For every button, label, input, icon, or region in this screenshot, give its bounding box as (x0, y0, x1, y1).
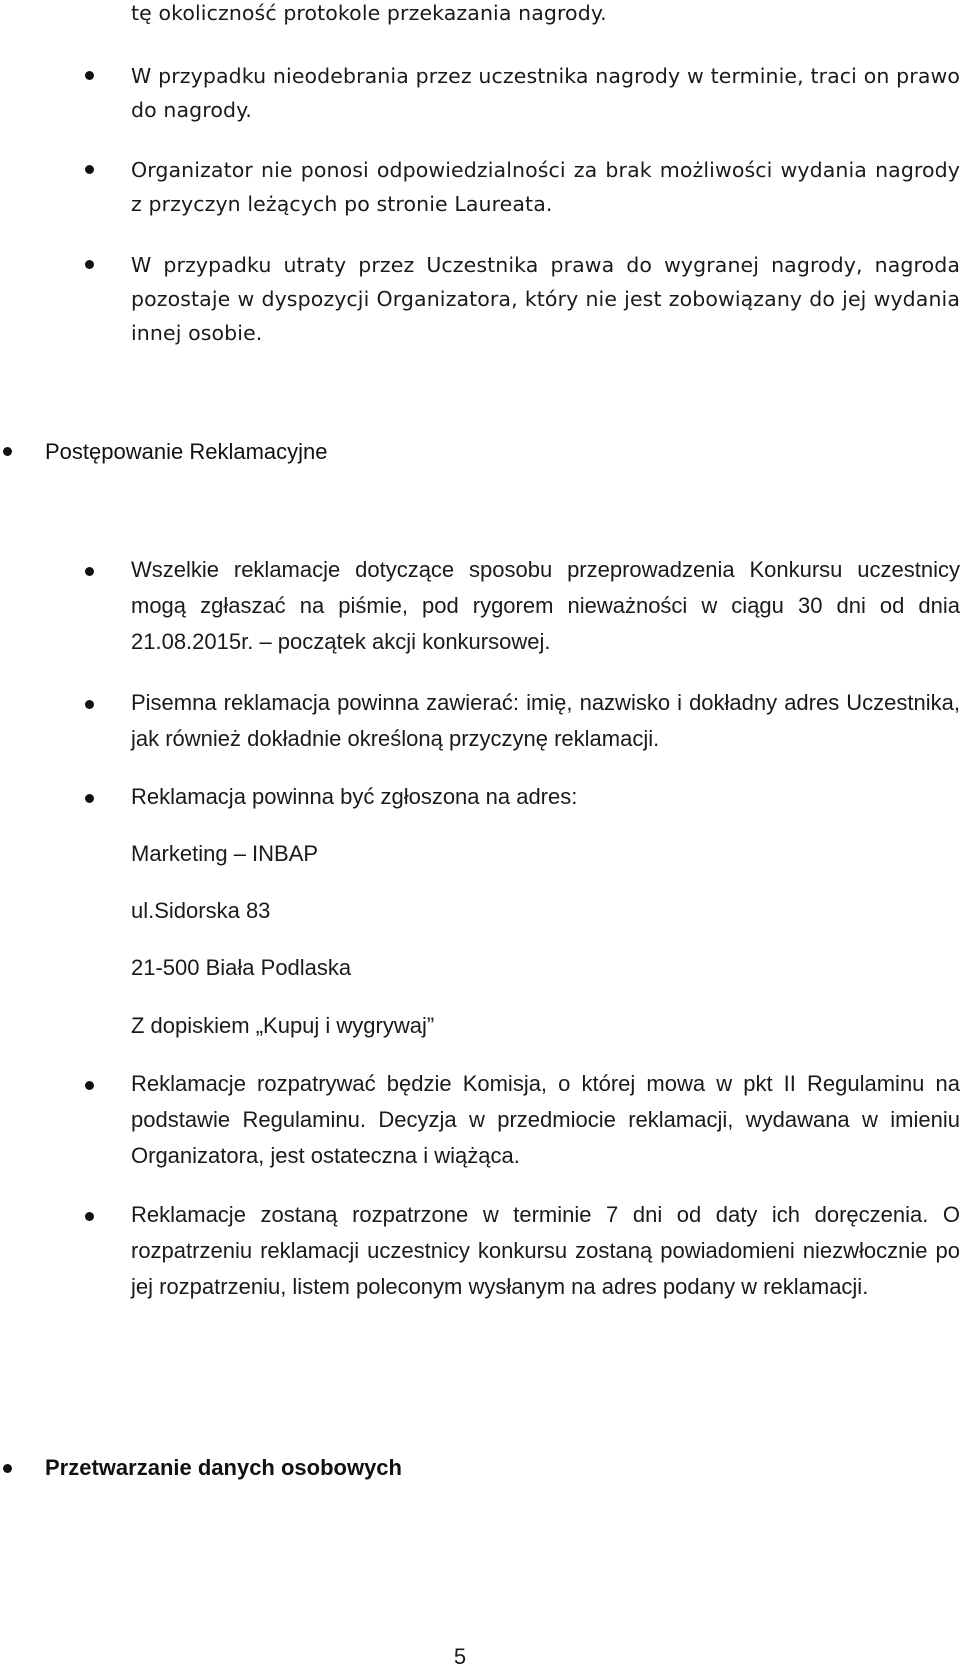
bullet-icon (85, 794, 94, 803)
bullet-icon (85, 1081, 94, 1090)
section-heading-complaints: Postępowanie Reklamacyjne (45, 439, 328, 464)
address-street: ul.Sidorska 83 (131, 898, 271, 923)
bullet-icon (85, 71, 94, 80)
address-city: 21-500 Biała Podlaska (131, 955, 352, 980)
complaint-item-1: Wszelkie reklamacje dotyczące sposobu przeprowadzenia Konkursu uczestnicy mogą zgłaszać na piśmie, pod rygorem nieważności w ciągu 30 dni od dnia 21.08.2015r. – początek akcji konkursowej. (131, 557, 960, 654)
prize-rule-1: W przypadku nieodebrania przez uczestnika nagrody w terminie, traci on prawo do nagrody. (131, 64, 960, 122)
bullet-icon (3, 1464, 12, 1473)
bullet-icon (3, 447, 12, 456)
prize-rule-2: Organizator nie ponosi odpowiedzialności za brak możliwości wydania nagrody z przyczyn leżących po stronie Laureata. (131, 158, 960, 216)
address-name: Marketing – INBAP (131, 841, 319, 866)
complaint-item-5: Reklamacje zostaną rozpatrzone w terminie 7 dni od daty ich doręczenia. O rozpatrzeniu reklamacji uczestnicy konkursu zostaną powiadomieni niezwłocznie po jej rozpatrzeniu, listem poleconym wysłanym na adres podany w reklamacji. (131, 1202, 960, 1299)
bullet-icon (85, 1212, 94, 1221)
complaint-item-3: Reklamacja powinna być zgłoszona na adres: (131, 784, 578, 809)
bullet-icon (85, 260, 94, 269)
page-number: 5 (453, 1644, 467, 1669)
complaint-item-4: Reklamacje rozpatrywać będzie Komisja, o której mowa w pkt II Regulaminu na podstawie Regulaminu. Decyzja w przedmiocie reklamacji, wydawana w imieniu Organizatora, jest ostateczna i wiążąca. (131, 1071, 960, 1168)
bullet-icon (85, 700, 94, 709)
prize-rule-3: W przypadku utraty przez Uczestnika prawa do wygranej nagrody, nagroda pozostaje w dyspozycji Organizatora, który nie jest zobowiązany do jej wydania innej osobie. (131, 253, 960, 345)
complaint-item-2: Pisemna reklamacja powinna zawierać: imię, nazwisko i dokładny adres Uczestnika, jak również dokładnie określoną przyczynę reklamacji. (131, 690, 960, 751)
bullet-icon (85, 165, 94, 174)
bullet-icon (85, 567, 94, 576)
section-heading-personal-data: Przetwarzanie danych osobowych (45, 1455, 402, 1480)
intro-continuation: tę okoliczność protokole przekazania nagrody. (131, 1, 607, 25)
address-note: Z dopiskiem „Kupuj i wygrywaj” (131, 1013, 435, 1038)
